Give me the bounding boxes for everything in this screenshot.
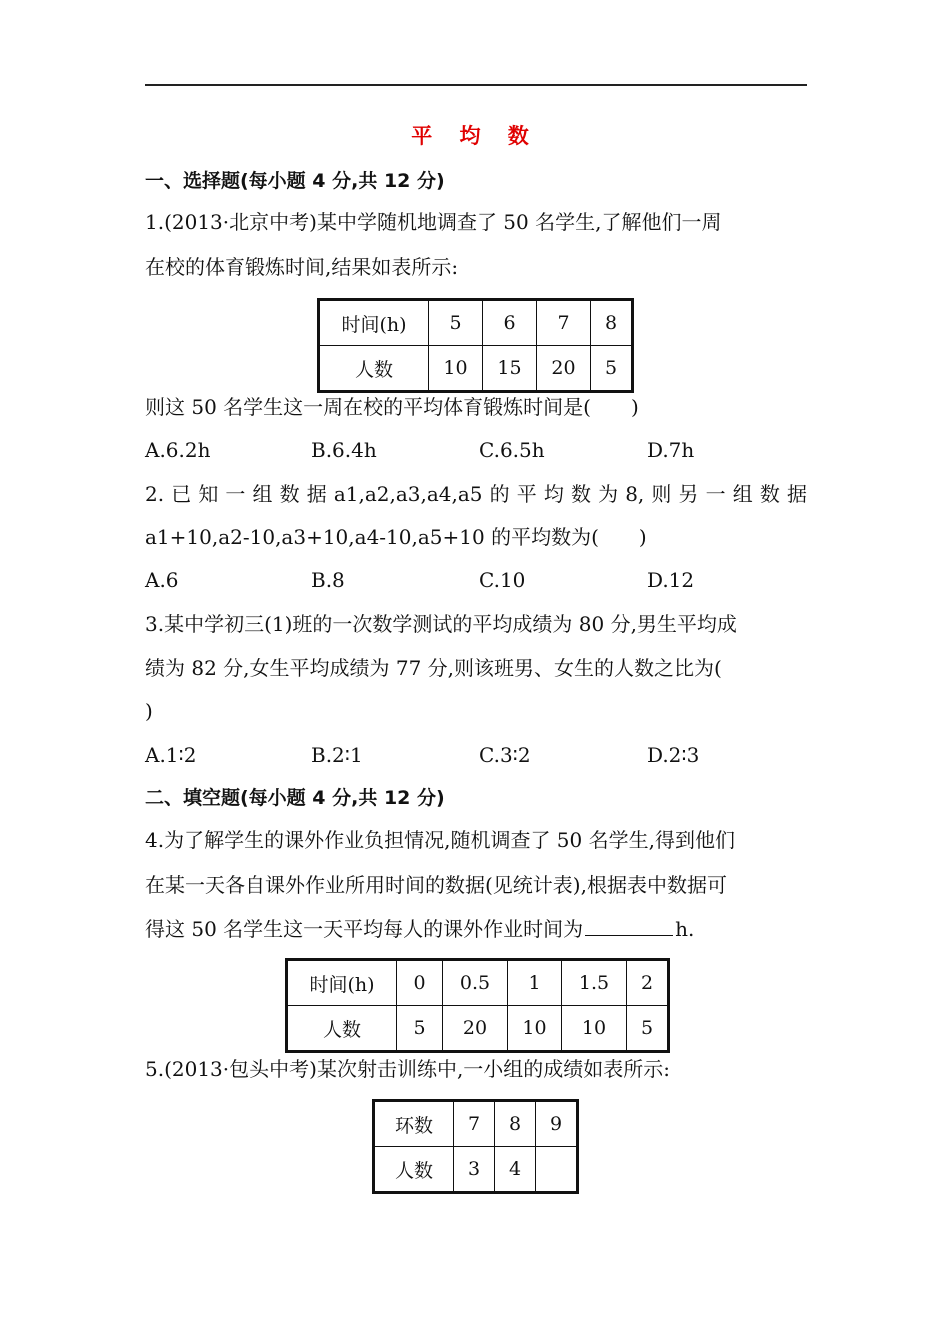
- q1-option-c: C.6.5h: [479, 438, 545, 462]
- q2-word: 数: [279, 482, 300, 506]
- q2-line1: [145, 481, 807, 507]
- table-cell: 人数: [374, 1147, 454, 1193]
- table-cell: 15: [483, 346, 537, 392]
- table-cell: 5: [429, 300, 483, 346]
- table-row: [287, 1006, 669, 1052]
- table-cell: 5: [627, 1006, 669, 1052]
- table-cell: 0: [397, 960, 443, 1006]
- table-cell: 人数: [319, 346, 429, 392]
- table-cell: 时间(h): [319, 300, 429, 346]
- q1-line1: 1.(2013·北京中考)某中学随机地调查了 50 名学生,了解他们一周: [145, 210, 722, 234]
- table-cell: 7: [454, 1101, 495, 1147]
- table-cell: 3: [454, 1147, 495, 1193]
- page-title: 平 均 数: [411, 124, 539, 148]
- table-cell: 0.5: [443, 960, 508, 1006]
- q2-word: 据: [786, 482, 807, 506]
- q4-line3-text: 得这 50 名学生这一天平均每人的课外作业时间为: [145, 917, 584, 941]
- q1-table: [317, 298, 634, 393]
- q1-question: 则这 50 名学生这一周在校的平均体育锻炼时间是( ): [145, 395, 639, 419]
- q2-word: 一: [225, 482, 246, 506]
- q4-line1: 4.为了解学生的课外作业负担情况,随机调查了 50 名学生,得到他们: [145, 828, 735, 852]
- q2-word: 另: [678, 482, 699, 506]
- table-cell: 20: [537, 346, 591, 392]
- q4-line2: 在某一天各自课外作业所用时间的数据(见统计表),根据表中数据可: [145, 873, 727, 897]
- table-cell: 4: [495, 1147, 536, 1193]
- table-row: [374, 1101, 578, 1147]
- q2-word: 组: [732, 482, 753, 506]
- table-cell: 2: [627, 960, 669, 1006]
- section1-heading: 一、选择题(每小题 4 分,共 12 分): [145, 170, 445, 192]
- q2-word: 均: [543, 482, 564, 506]
- table-cell: 人数: [287, 1006, 397, 1052]
- q2-word: 数: [570, 482, 591, 506]
- table-cell: 5: [397, 1006, 443, 1052]
- table-cell: 时间(h): [287, 960, 397, 1006]
- table-cell: 1: [508, 960, 562, 1006]
- q3-option-a: A.1∶2: [145, 743, 197, 767]
- q2-word: 一: [705, 482, 726, 506]
- table-row: [319, 346, 633, 392]
- q3-option-c: C.3∶2: [479, 743, 531, 767]
- q2-word: 平: [516, 482, 537, 506]
- table-cell: 10: [429, 346, 483, 392]
- q1-option-b: B.6.4h: [311, 438, 377, 462]
- q3-line1: 3.某中学初三(1)班的一次数学测试的平均成绩为 80 分,男生平均成: [145, 612, 737, 636]
- q2-word: 数: [759, 482, 780, 506]
- table-row: [319, 300, 633, 346]
- q2-option-b: B.8: [311, 568, 345, 592]
- table-cell: 8: [495, 1101, 536, 1147]
- q2-line2: a1+10,a2-10,a3+10,a4-10,a5+10 的平均数为( ): [145, 525, 647, 549]
- q2-option-a: A.6: [145, 568, 179, 592]
- q2-word: 则: [651, 482, 672, 506]
- q3-line3: ): [145, 699, 153, 723]
- answer-blank[interactable]: [585, 917, 673, 936]
- table-cell: 8: [591, 300, 633, 346]
- q4-table: [285, 958, 670, 1053]
- table-cell: 5: [591, 346, 633, 392]
- header-rule: [145, 84, 807, 86]
- q2-word: 2.: [145, 482, 165, 506]
- q4-line3: [145, 916, 694, 942]
- table-cell: 20: [443, 1006, 508, 1052]
- q2-word: 知: [198, 482, 219, 506]
- q2-option-d: D.12: [647, 568, 695, 592]
- table-row: [374, 1147, 578, 1193]
- q3-option-b: B.2∶1: [311, 743, 363, 767]
- q1-line2: 在校的体育锻炼时间,结果如表所示:: [145, 255, 459, 279]
- table-cell: 9: [536, 1101, 578, 1147]
- q3-line2: 绩为 82 分,女生平均成绩为 77 分,则该班男、女生的人数之比为(: [145, 656, 722, 680]
- table-cell: [536, 1147, 578, 1193]
- q5-line1: 5.(2013·包头中考)某次射击训练中,一小组的成绩如表所示:: [145, 1057, 671, 1081]
- q2-word: a1,a2,a3,a4,a5: [333, 482, 483, 506]
- section2-heading: 二、填空题(每小题 4 分,共 12 分): [145, 787, 445, 809]
- q2-word: 已: [171, 482, 192, 506]
- table-cell: 环数: [374, 1101, 454, 1147]
- q5-table: [372, 1099, 579, 1194]
- q2-word: 据: [306, 482, 327, 506]
- q2-option-c: C.10: [479, 568, 526, 592]
- q1-option-d: D.7h: [647, 438, 695, 462]
- table-row: [287, 960, 669, 1006]
- table-cell: 1.5: [562, 960, 627, 1006]
- table-cell: 10: [562, 1006, 627, 1052]
- table-cell: 7: [537, 300, 591, 346]
- table-cell: 6: [483, 300, 537, 346]
- q2-word: 组: [252, 482, 273, 506]
- q3-option-d: D.2∶3: [647, 743, 700, 767]
- q1-option-a: A.6.2h: [145, 438, 211, 462]
- q2-word: 8,: [625, 482, 645, 506]
- q2-word: 为: [598, 482, 619, 506]
- table-cell: 10: [508, 1006, 562, 1052]
- q2-word: 的: [489, 482, 510, 506]
- q4-line3-unit: h.: [675, 917, 695, 941]
